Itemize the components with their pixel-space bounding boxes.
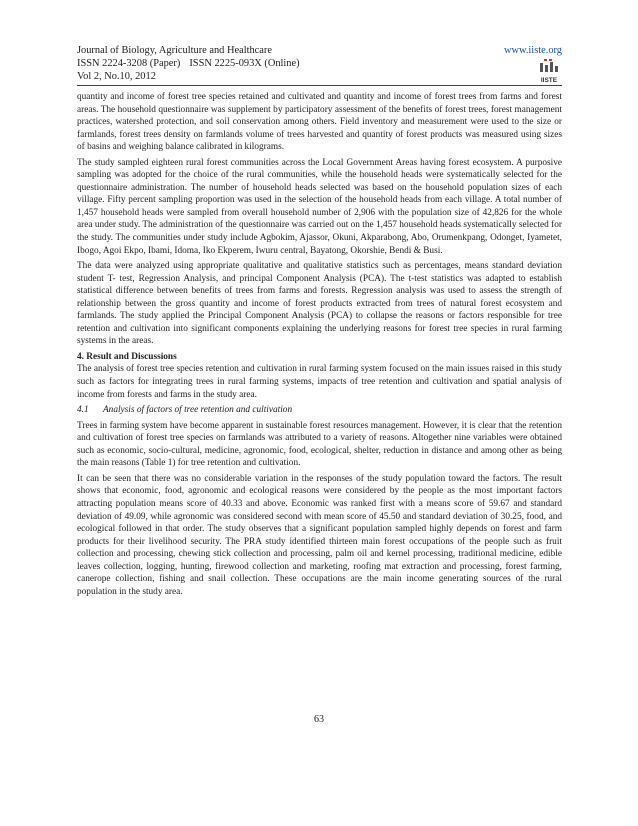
page-number: 63	[314, 714, 324, 725]
iiste-logo	[538, 59, 560, 85]
paragraph-methods-inventory: quantity and income of forest tree species retained and cultivated and quantity and income of forest trees from farms and forest areas. The household questionnaire was supplement by participatory assessment of the benefits of forest trees, forest management practices, watershed protection, and soil conservation among others. Field inventory and measurement were used to the size or farmlands, forest trees density on farmlands volume of trees harvested and quantity of forest products was measured using sizes of basins and weighing balance calibrated in kilograms.	[77, 92, 562, 153]
page-header	[77, 44, 562, 83]
subsection-number: 4.1	[77, 405, 89, 416]
journal-url-link[interactable]: www.iiste.org	[503, 45, 562, 56]
paragraph-analysis: The data were analyzed using appropriate qualitative and qualitative statistics such as percentages, means standard deviation student T- test, Regression Analysis, and principal Component Analysis (PCA). The t-test statistics was adapted to establish statistical difference between benefits of trees from farms and forests. Regression analysis was used to assess the strength of relationship between the gross quantity and income of forest products extracted from trees of natural forest ecosystem and farmlands. The study applied the Principal Component Analysis (PCA) to collapse the reasons or factors responsible for tree retention and cultivation into significant components explaining the underlying reasons for forest tree species in rural farming systems in the areas.	[77, 261, 562, 347]
paragraph-sampling: The study sampled eighteen rural forest communities across the Local Government Areas having forest ecosystem. A purposive sampling was adopted for the choice of the rural communities, while the household heads were systematically selected for the questionnaire administration. The number of household heads selected was based on the household population sizes of each village. Fifty percent sampling proportion was used in the selection of the household heads from each village. A total number of 1,457 household heads were sampled from overall household number of 2,906 with the population size of 42,826 for the whole area under study. The administration of the questionnaire was carried out on the 1,457 household heads systematically selected for the study. The communities under study include Agbokim, Ajassor, Okuni, Akparabong, Abo, Orumenkpang, Odonget, Iyametet, Ibogo, Agoi Ekpo, Ibami, Idoma, Iko Ekperem, Iwuru central, Bayatong, Okorshie, Bendi & Busi.	[77, 157, 562, 256]
issn-paper: ISSN 2224-3208 (Paper)	[77, 58, 181, 69]
journal-title: Journal of Biology, Agriculture and Healthcare	[77, 45, 272, 56]
paragraph-variation: It can be seen that there was no considerable variation in the responses of the study population toward the factors. The result shows that economic, food, agronomic and ecological reasons were considered by the people as the most important factors attracting population means score of 40.33 and above. Economic was ranked first with a means score of 59.67 and standard deviation of 49.09, while agronomic was considered second with mean score of 45.50 and standard deviation of 30.25, food, and ecological followed in that order. The study observes that a significant population sampled highly depends on forest and farm products for their livelihood security. The PRA study identified thirteen main forest occupations of the people such as fruit collection and processing, chewing stick collection and processing, palm oil and kernel processing, traditional medicine, edible leaves collection, logging, hunting, firewood collection and marketing, roofing mat extraction and processing, forest farming, canerope collection, fishing and snail collection. These occupations are the main income generating sources of the rural population in the study area.	[77, 473, 562, 597]
volume-info: Vol 2, No.10, 2012	[77, 71, 156, 82]
paragraph-results-intro: The analysis of forest tree species retention and cultivation in rural farming system focused on the main issues raised in this study such as factors for integrating trees in rural farming systems, impacts of tree retention and cultivation and spatial analysis of income from forests and farms in the study area.	[77, 364, 562, 400]
article-body	[77, 91, 562, 601]
issn-online: ISSN 2225-093X (Online)	[189, 58, 300, 69]
section-heading: 4. Result and Discussions	[77, 351, 177, 362]
header-divider	[77, 85, 562, 86]
paragraph-trees-farming: Trees in farming system have become apparent in sustainable forest resources management. However, it is clear that the retention and cultivation of forest tree species on farmlands was attributed to a variety of reasons. Altogether nine variables were obtained such as economic, socio-cultural, medicine, agronomic, food, ecological, shelter, reduction in distance and among other as being the main reasons (Table 1) for tree retention and cultivation.	[77, 420, 562, 469]
iiste-logo-text: IISTE	[540, 77, 558, 84]
issn-line	[77, 57, 562, 70]
subsection-title: Analysis of factors of tree retention and cultivation	[103, 405, 293, 416]
subsection-heading	[77, 404, 562, 417]
